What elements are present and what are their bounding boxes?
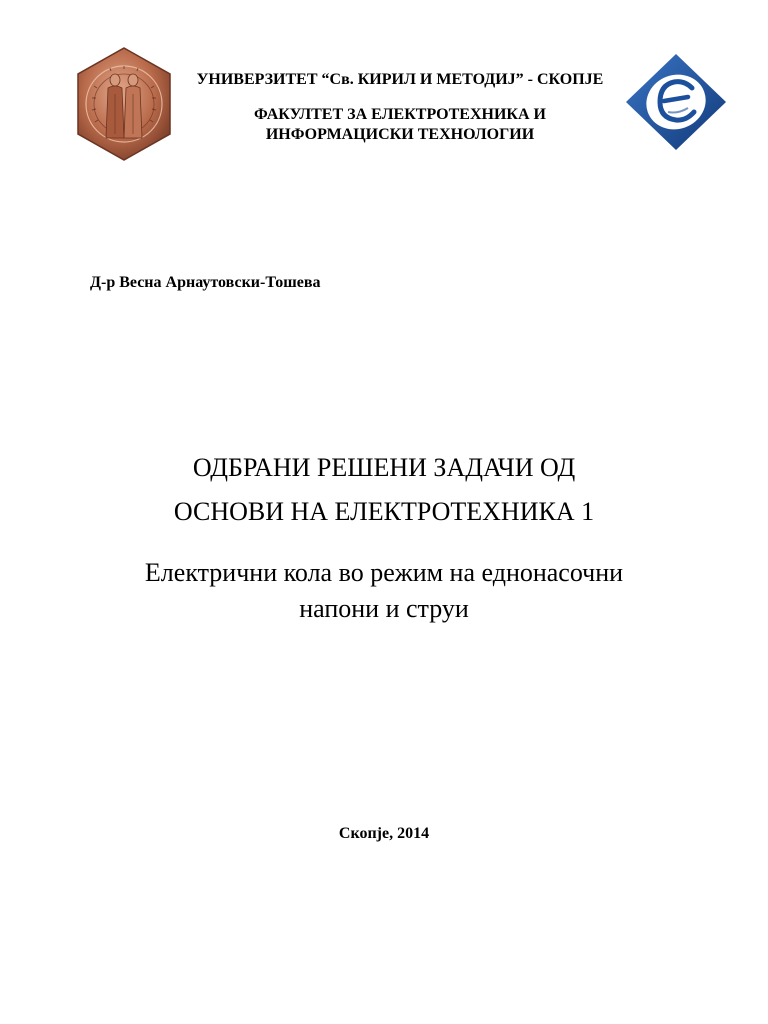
place-and-year: Скопје, 2014 <box>338 825 430 842</box>
document-subtitle-line-2: напони и струи <box>299 594 469 623</box>
faculty-name-line-1: ФАКУЛТЕТ ЗА ЕЛЕКТРОТЕХНИКА И <box>254 106 546 123</box>
faculty-name-line-2: ИНФОРМАЦИСКИ ТЕХНОЛОГИИ <box>265 126 535 143</box>
document-title <box>40 446 728 534</box>
author-name: Д-р Весна Арнаутовски-Тошева <box>90 274 321 291</box>
document-title-line-1: ОДБРАНИ РЕШЕНИ ЗАДАЧИ ОД <box>192 453 576 482</box>
university-seal-logo <box>74 46 174 162</box>
document-title-line-2: ОСНОВИ НА ЕЛЕКТРОТЕХНИКА 1 <box>173 497 595 526</box>
document-subtitle <box>40 555 728 627</box>
faculty-name <box>160 105 640 145</box>
document-subtitle-line-1: Електрични кола во режим на еднонасочни <box>144 558 624 587</box>
university-seal-icon <box>74 46 174 162</box>
university-name: УНИВЕРЗИТЕТ “Св. КИРИЛ И МЕТОДИЈ” - СКОПЈЕ <box>196 71 604 88</box>
